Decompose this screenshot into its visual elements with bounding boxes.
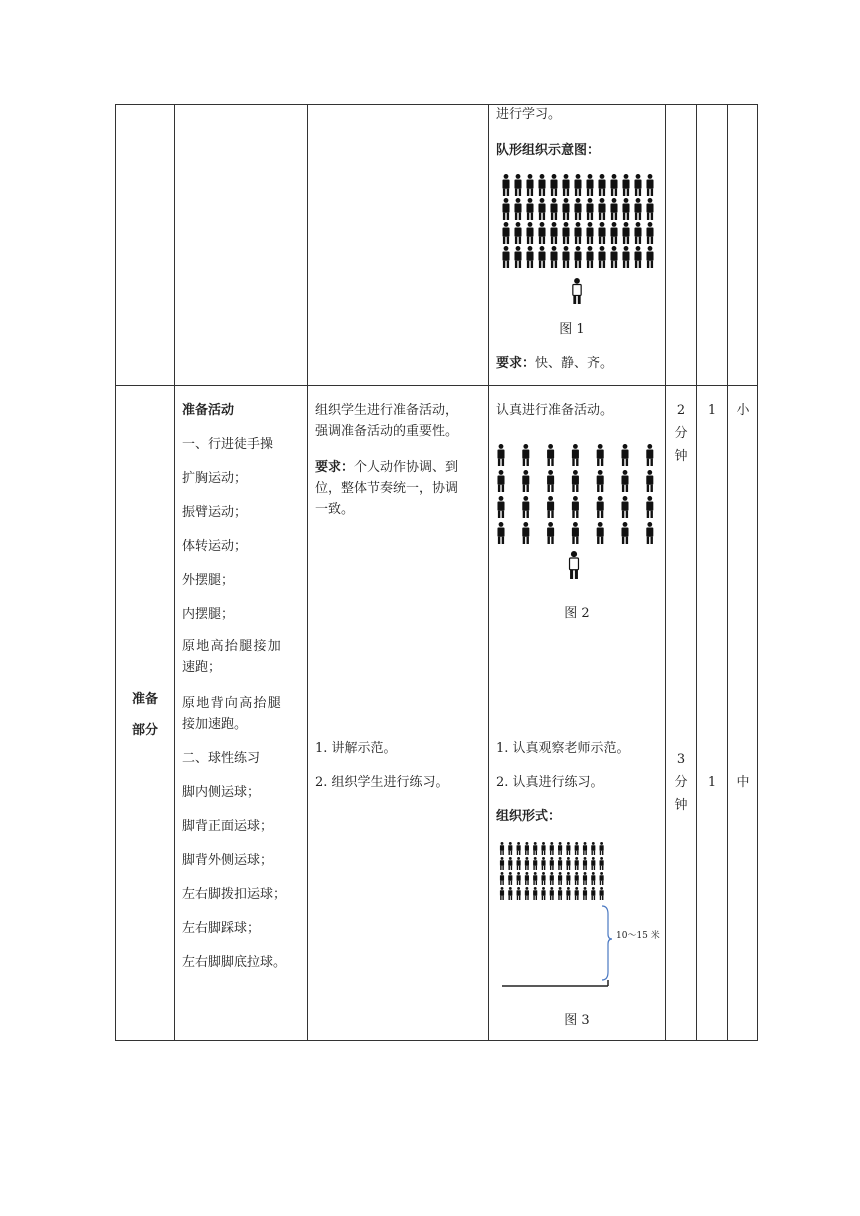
student-figure [610,222,617,244]
student-line: 认真进行准备活动。 [496,403,614,418]
student-figure [500,857,504,870]
student-figure [566,857,570,870]
student-figure [525,857,529,870]
student-figure [550,887,554,900]
distance-brace [602,906,612,980]
part1-title: 一、行进徒手操 [182,437,274,452]
student-figure [591,887,595,900]
table-top-border [115,104,758,105]
student-figure [526,222,533,244]
student-figure [622,246,629,268]
content-item: 扩胸运动； [182,471,248,486]
student-figure [525,872,529,885]
org-label: 组织形式： [496,809,562,824]
student-figure [547,522,554,544]
student-figure [550,246,557,268]
teacher-line: 强调准备活动的重要性。 [315,424,459,439]
student-figure [538,246,545,268]
student-figure [646,222,653,244]
student-figure [566,842,570,855]
part2-title: 二、球性练习 [182,751,261,766]
student-figure [550,872,554,885]
student-figure [538,198,545,220]
teacher-line: 一致。 [315,502,355,517]
student-figure [525,842,529,855]
student-figure [502,174,509,196]
student-figure [574,222,581,244]
col-border-1 [174,104,175,1041]
student-figure [574,198,581,220]
student-figure [541,887,545,900]
content-item: 外摆腿； [182,573,235,588]
distance-label: 10～15 米 [616,931,660,941]
content-item: 内摆腿； [182,607,235,622]
student-figure [586,174,593,196]
student-figure [621,522,628,544]
student-figure [533,887,537,900]
student-step: 2. 认真进行练习。 [496,775,604,790]
student-figure [610,246,617,268]
student-figure [522,496,529,518]
student-figure [562,198,569,220]
student-figure [566,872,570,885]
col-border-0 [115,104,116,1041]
student-figure [514,198,521,220]
student-figure [533,872,537,885]
student-figure [562,222,569,244]
requirement-text: 快、静、齐。 [535,356,614,371]
count-2: 1 [707,775,717,790]
teacher-figure [573,278,581,304]
student-figure [502,198,509,220]
figure3-caption: 图 3 [564,1013,590,1028]
student-figure [600,842,604,855]
figure2-caption: 图 2 [564,606,590,621]
col-border-5 [696,104,697,1041]
student-figure [508,887,512,900]
student-figure [566,887,570,900]
student-figure [621,470,628,492]
student-figure [600,872,604,885]
time-value-1: 2 [676,403,686,418]
content-item: 脚背外侧运球； [182,853,274,868]
student-figure [621,496,628,518]
student-figure [646,174,653,196]
teacher-req-text: 个人动作协调、到 [354,460,459,475]
col-border-2 [307,104,308,1041]
student-figure [547,470,554,492]
student-figure [634,174,641,196]
student-figure [541,842,545,855]
student-figure [597,444,604,466]
col-border-6 [727,104,728,1041]
student-figure [533,857,537,870]
student-figure [538,222,545,244]
teacher-step: 2. 组织学生进行练习。 [315,775,449,790]
student-figure [646,198,653,220]
student-figure [598,246,605,268]
student-figure [646,496,653,518]
content-heading: 准备活动 [182,403,235,418]
student-figure [550,842,554,855]
intensity-1: 小 [736,403,750,418]
formation-title: 队形组织示意图： [496,143,601,158]
teacher-step: 1. 讲解示范。 [315,741,397,756]
time-value-2: 3 [676,752,686,767]
content-item: 体转运动； [182,539,248,554]
student-figure [646,522,653,544]
figure1-caption: 图 1 [559,322,585,337]
content-item: 原地背向高抬腿 [182,696,283,711]
student-figure [558,842,562,855]
student-figure [610,174,617,196]
student-figure [622,174,629,196]
time-unit-2b: 钟 [674,798,688,813]
row-divider [115,385,758,386]
student-figure [634,198,641,220]
student-figure [586,222,593,244]
student-figure [522,522,529,544]
student-figure [646,246,653,268]
student-figure [597,522,604,544]
student-figure [583,887,587,900]
formation-diagram-1 [500,174,660,306]
student-figure [497,470,504,492]
student-figure [514,222,521,244]
student-figure [497,444,504,466]
content-item: 振臂运动； [182,505,248,520]
student-figure [622,222,629,244]
student-figure [541,872,545,885]
student-figure [525,887,529,900]
student-figure [583,842,587,855]
formation-diagram-2 [494,444,659,584]
student-figure [575,857,579,870]
student-figure [508,842,512,855]
student-figure [550,222,557,244]
student-figure [541,857,545,870]
student-figure [574,246,581,268]
student-figure [526,246,533,268]
student-figure [572,470,579,492]
student-step: 1. 认真观察老师示范。 [496,741,630,756]
student-figure [517,857,521,870]
student-figure [583,857,587,870]
student-figure [562,174,569,196]
content-item: 速跑； [182,660,222,675]
student-figure [622,198,629,220]
student-figure [550,857,554,870]
time-unit-1b: 钟 [674,449,688,464]
student-figure [500,872,504,885]
student-figure [600,887,604,900]
student-figure [586,198,593,220]
content-item: 左右脚拨扣运球； [182,887,287,902]
student-figure [497,496,504,518]
student-figure [558,857,562,870]
student-figure [597,496,604,518]
student-figure [583,872,587,885]
content-item: 左右脚踩球； [182,921,261,936]
student-figure [550,174,557,196]
teacher-figure [570,551,579,579]
student-figure [600,857,604,870]
student-figure [558,887,562,900]
student-figure [508,857,512,870]
student-figure [526,198,533,220]
content-item: 原地高抬腿接加 [182,639,283,654]
teacher-requirement [315,457,458,478]
requirement-line [496,353,613,374]
student-figure [646,470,653,492]
student-figure [586,246,593,268]
student-figure [502,222,509,244]
col-border-3 [488,104,489,1041]
top-continuation-text: 进行学习。 [496,107,562,122]
student-figure [547,444,554,466]
content-item: 左右脚脚底拉球。 [182,955,287,970]
student-figure [575,887,579,900]
student-figure [562,246,569,268]
student-figure [634,222,641,244]
student-figure [575,842,579,855]
student-figure [574,174,581,196]
student-figure [538,174,545,196]
requirement-label: 要求： [496,356,536,371]
student-figure [610,198,617,220]
student-figure [508,872,512,885]
student-figure [522,444,529,466]
col-border-4 [665,104,666,1041]
student-figure [522,470,529,492]
section-name-line2: 部分 [131,723,158,738]
student-figure [621,444,628,466]
student-figure [572,496,579,518]
student-figure [598,222,605,244]
table-bottom-border [115,1040,758,1041]
col-border-7 [757,104,758,1041]
content-item: 接加速跑。 [182,717,248,732]
student-figure [591,872,595,885]
student-figure [597,470,604,492]
student-figure [591,857,595,870]
student-figure [646,444,653,466]
content-item: 脚内侧运球； [182,785,261,800]
intensity-2: 中 [736,775,750,790]
time-unit-2a: 分 [674,775,688,790]
student-figure [514,246,521,268]
student-figure [598,198,605,220]
student-figure [558,872,562,885]
student-figure [502,246,509,268]
student-figure [517,872,521,885]
student-figure [550,198,557,220]
section-name-line1: 准备 [131,692,158,707]
student-figure [572,522,579,544]
teacher-line: 位，整体节奏统一，协调 [315,481,459,496]
student-figure [500,887,504,900]
formation-diagram-3 [498,842,663,992]
student-figure [575,872,579,885]
student-figure [514,174,521,196]
teacher-line: 组织学生进行准备活动， [315,403,459,418]
content-item: 脚背正面运球； [182,819,274,834]
student-figure [598,174,605,196]
student-figure [572,444,579,466]
student-figure [500,842,504,855]
teacher-req-label: 要求： [315,460,355,475]
student-figure [526,174,533,196]
count-1: 1 [707,403,717,418]
student-figure [547,496,554,518]
student-figure [591,842,595,855]
student-figure [517,842,521,855]
student-figure [517,887,521,900]
student-figure [533,842,537,855]
time-unit-1a: 分 [674,426,688,441]
student-figure [497,522,504,544]
student-figure [634,246,641,268]
